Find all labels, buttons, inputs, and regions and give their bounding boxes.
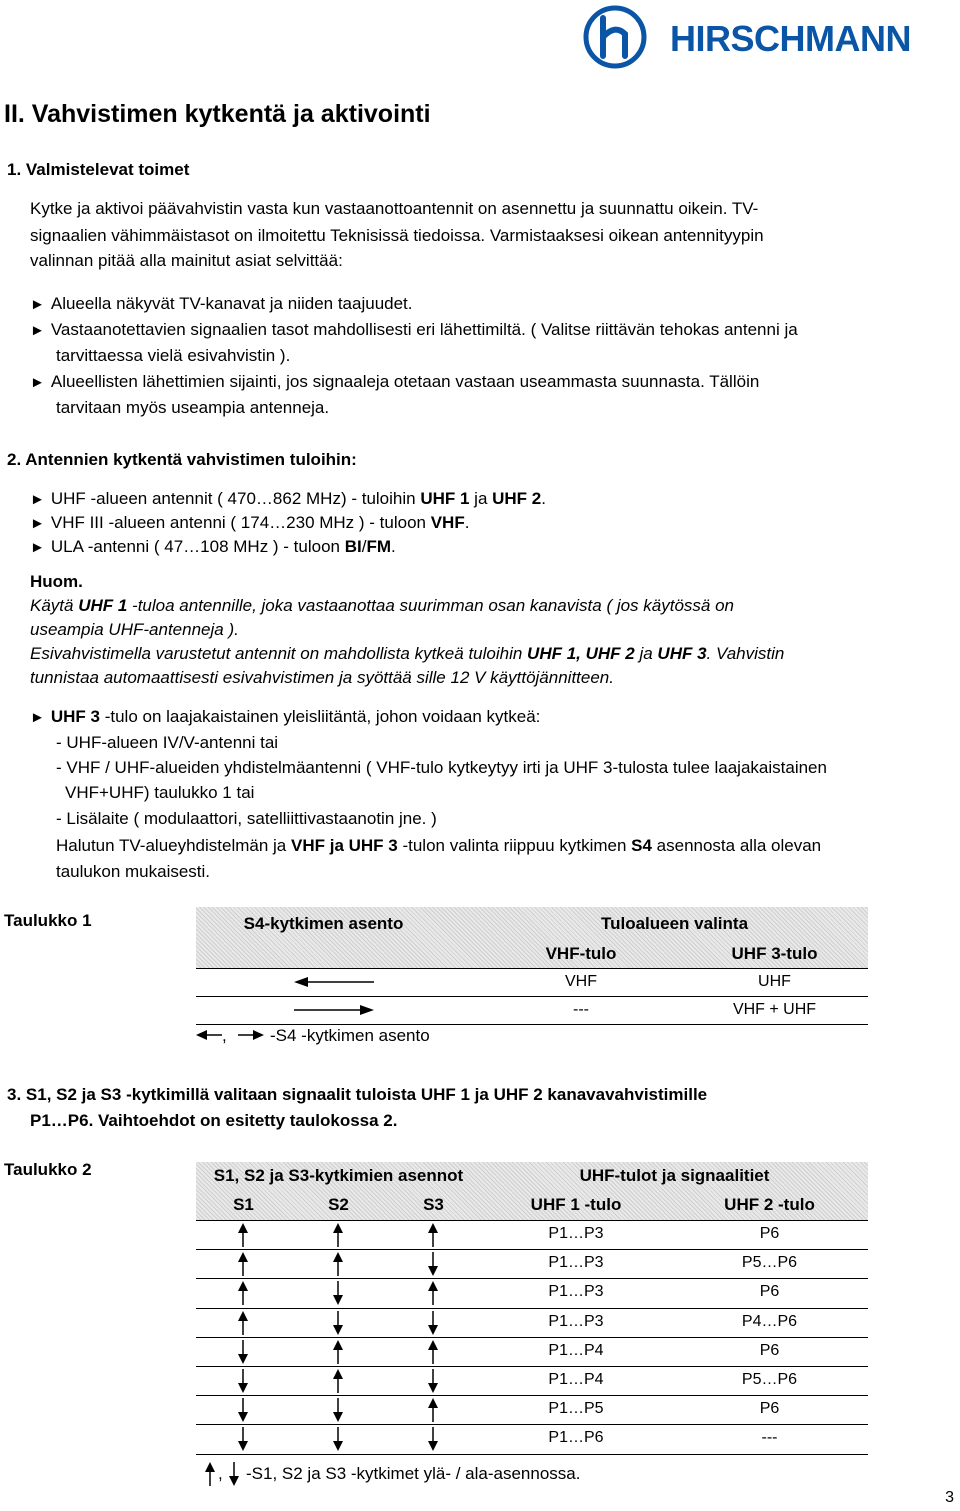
table-cell: P1…P3 xyxy=(548,1312,604,1330)
section2-heading: 2. Antennien kytkentä vahvistimen tuloihin: xyxy=(7,450,357,469)
arrow-down-icon xyxy=(427,1311,439,1335)
brand-name: HIRSCHMANN xyxy=(670,18,911,59)
bullet-item: ► Alueellisten lähettimien sijainti, jos signaaleja otetaan vastaan useammasta suunnasta. Tällöin xyxy=(30,372,760,391)
arrow-left-icon xyxy=(196,1028,222,1042)
arrow-down-icon xyxy=(237,1398,249,1422)
arrow-down-icon xyxy=(332,1427,344,1451)
divider xyxy=(196,1424,868,1425)
divider xyxy=(196,1454,868,1455)
note-line: tunnistaa automaattisesti esivahvistimen ja syöttää sille 12 V käyttöjännitteen. xyxy=(30,668,614,687)
list-item: - Lisälaite ( modulaattori, satelliittivastaanotin jne. ) xyxy=(56,809,437,828)
bullet-item: ► Vastaanotettavien signaalien tasot mahdollisesti eri lähettimiltä. ( Valitse riittävän tehokas antenni ja xyxy=(30,320,798,339)
bullet-continuation: tarvitaan myös useampia antenneja. xyxy=(56,398,330,417)
table-cell: P1…P3 xyxy=(548,1254,604,1272)
arrow-down-icon xyxy=(237,1427,249,1451)
table2-col-s2: S2 xyxy=(328,1195,349,1214)
arrow-up-icon xyxy=(427,1340,439,1364)
table2-legend-text: -S1, S2 ja S3 -kytkimet ylä- / ala-asennossa. xyxy=(246,1464,581,1483)
divider xyxy=(196,1366,868,1367)
table1 xyxy=(196,907,868,1024)
table-cell: P6 xyxy=(759,1283,780,1301)
arrow-right-icon xyxy=(294,1003,374,1017)
arrow-down-icon xyxy=(332,1398,344,1422)
table1-header-right: Tuloalueen valinta xyxy=(600,914,749,933)
bullet-triangle-icon: ► xyxy=(30,515,45,532)
arrow-up-icon xyxy=(237,1281,249,1305)
table-cell: P1…P5 xyxy=(548,1400,604,1418)
divider xyxy=(196,1024,868,1025)
table2-col-uhf1: UHF 1 -tulo xyxy=(530,1195,622,1214)
table2-label: Taulukko 2 xyxy=(4,1160,92,1179)
divider xyxy=(196,968,868,969)
arrow-up-icon xyxy=(427,1223,439,1247)
arrow-down-icon xyxy=(237,1369,249,1393)
table2-col-s3: S3 xyxy=(423,1195,444,1214)
table-cell: P1…P6 xyxy=(548,1429,604,1447)
table-cell: P6 xyxy=(759,1225,780,1242)
arrow-up-icon xyxy=(237,1223,249,1247)
section1-para-line: signaalien vähimmäistasot on ilmoitettu Teknisissä tiedoissa. Varmistaaksesi oikean antennityypin xyxy=(30,226,764,245)
table1-label: Taulukko 1 xyxy=(4,911,92,930)
table-cell: P1…P4 xyxy=(548,1341,604,1359)
divider xyxy=(196,1278,868,1279)
paragraph-line: taulukon mukaisesti. xyxy=(56,862,211,881)
bullet-item: ► ULA -antenni ( 47…108 MHz ) - tuloon BI/FM. xyxy=(30,537,396,556)
divider xyxy=(196,996,868,997)
table-cell: --- xyxy=(573,1001,589,1018)
arrow-down-icon xyxy=(427,1252,439,1276)
arrow-up-icon xyxy=(332,1223,344,1247)
table-cell: P1…P3 xyxy=(548,1283,604,1301)
table2-col-uhf2: UHF 2 -tulo xyxy=(724,1195,815,1214)
bullet-item: ► UHF 3 -tulo on laajakaistainen yleisliitäntä, johon voidaan kytkeä: xyxy=(30,707,541,726)
bullet-item: ► VHF III -alueen antenni ( 174…230 MHz ) - tuloon VHF. xyxy=(30,513,470,532)
page-title: II. Vahvistimen kytkentä ja aktivointi xyxy=(4,100,431,128)
note-line: Käytä UHF 1 -tuloa antennille, joka vastaanottaa suurimman osan kanavista ( jos käytössä on xyxy=(30,596,734,615)
note-line: useampia UHF-antenneja ). xyxy=(30,620,239,639)
arrow-down-icon xyxy=(427,1427,439,1451)
table2 xyxy=(196,1162,868,1455)
bullet-triangle-icon: ► xyxy=(30,296,45,313)
arrow-up-icon xyxy=(204,1462,216,1486)
table-cell: UHF xyxy=(758,973,791,990)
section3-line: P1…P6. Vaihtoehdot on esitetty taulokossa 2. xyxy=(30,1111,398,1130)
arrow-up-icon xyxy=(237,1311,249,1335)
divider xyxy=(196,1395,868,1396)
page-number: 3 xyxy=(945,1489,954,1506)
table1-col-vhf: VHF-tulo xyxy=(545,944,617,963)
note-label: Huom. xyxy=(30,572,83,591)
list-item: VHF+UHF) taulukko 1 tai xyxy=(65,783,255,802)
bullet-item: ► Alueella näkyvät TV-kanavat ja niiden taajuudet. xyxy=(30,294,413,313)
bullet-triangle-icon: ► xyxy=(30,491,45,508)
bullet-triangle-icon: ► xyxy=(30,322,45,339)
arrow-down-icon xyxy=(228,1462,240,1486)
list-item: - UHF-alueen IV/V-antenni tai xyxy=(56,733,279,752)
table1-header-left: S4-kytkimen asento xyxy=(243,914,404,933)
arrow-up-icon xyxy=(237,1252,249,1276)
table2-header-left: S1, S2 ja S3-kytkimien asennot xyxy=(213,1166,464,1185)
arrow-up-icon xyxy=(332,1340,344,1364)
table1-legend-text: -S4 -kytkimen asento xyxy=(270,1026,430,1045)
arrow-down-icon xyxy=(332,1311,344,1335)
table-cell: VHF + UHF xyxy=(732,1001,817,1018)
arrow-down-icon xyxy=(237,1340,249,1364)
divider xyxy=(196,1308,868,1309)
paragraph-line: Halutun TV-alueyhdistelmän ja VHF ja UHF 3 -tulon valinta riippuu kytkimen S4 asennosta alla olevan xyxy=(56,836,822,855)
section3-line: 3. S1, S2 ja S3 -kytkimillä valitaan signaalit tuloista UHF 1 ja UHF 2 kanavavahvistimille xyxy=(7,1085,708,1104)
table-cell: P1…P3 xyxy=(548,1225,604,1242)
table-cell: P5…P6 xyxy=(741,1254,798,1272)
bullet-continuation: tarvittaessa vielä esivahvistin ). xyxy=(56,346,291,365)
arrow-down-icon xyxy=(427,1369,439,1393)
arrow-up-icon xyxy=(332,1252,344,1276)
arrow-right-icon xyxy=(238,1028,264,1042)
bullet-triangle-icon: ► xyxy=(30,709,45,726)
divider xyxy=(196,1337,868,1338)
table-cell: VHF xyxy=(565,973,597,990)
bullet-item: ► UHF -alueen antennit ( 470…862 MHz) - tuloihin UHF 1 ja UHF 2. xyxy=(30,489,546,508)
bullet-triangle-icon: ► xyxy=(30,539,45,556)
table-cell: P5…P6 xyxy=(741,1371,798,1388)
list-item: - VHF / UHF-alueiden yhdistelmäantenni ( VHF-tulo kytkeytyy irti ja UHF 3-tulosta tulee laajakaistainen xyxy=(56,758,827,777)
table-cell: P4…P6 xyxy=(741,1312,798,1330)
bullet-triangle-icon: ► xyxy=(30,374,45,391)
arrow-up-icon xyxy=(427,1398,439,1422)
arrow-down-icon xyxy=(332,1281,344,1305)
section1-para-line: valinnan pitää alla mainitut asiat selvittää: xyxy=(30,251,343,270)
arrow-up-icon xyxy=(427,1281,439,1305)
divider xyxy=(196,1249,868,1250)
table-cell: P6 xyxy=(759,1341,780,1359)
arrow-left-icon xyxy=(294,975,374,989)
divider xyxy=(196,1220,868,1221)
table-cell: --- xyxy=(761,1429,778,1447)
table-cell: P1…P4 xyxy=(548,1371,604,1388)
note-line: Esivahvistimella varustetut antennit on mahdollista kytkeä tuloihin UHF 1, UHF 2 ja UHF 3. Vahvistin xyxy=(30,644,785,663)
section1-heading: 1. Valmistelevat toimet xyxy=(7,160,190,179)
table2-col-s1: S1 xyxy=(233,1195,254,1214)
table1-col-uhf3: UHF 3-tulo xyxy=(731,944,818,963)
table2-header-right: UHF-tulot ja signaalitiet xyxy=(579,1166,770,1185)
table-cell: P6 xyxy=(759,1400,780,1418)
section1-para-line: Kytke ja aktivoi päävahvistin vasta kun vastaanottoantennit on asennettu ja suunnattu oikein. TV- xyxy=(30,199,759,218)
arrow-up-icon xyxy=(332,1369,344,1393)
